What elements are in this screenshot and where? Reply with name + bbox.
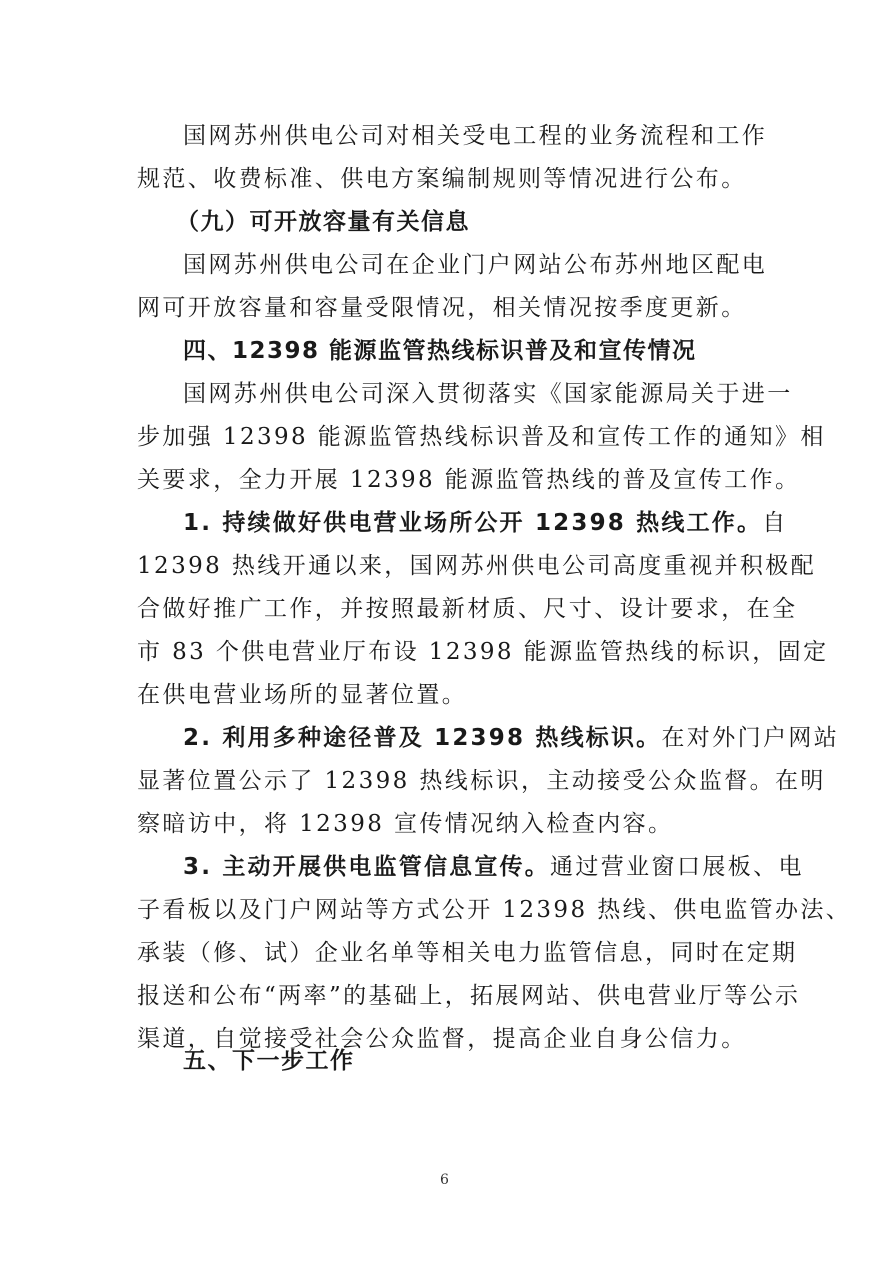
section-heading-4: 四、12398 能源监管热线标识普及和宣传情况 — [183, 338, 697, 364]
paragraph-line: 察暗访中，将 12398 宣传情况纳入检查内容。 — [137, 811, 674, 837]
list-item-2-first-line — [183, 723, 839, 753]
paragraph-line: 网可开放容量和容量受限情况，相关情况按季度更新。 — [137, 295, 747, 321]
page-number: 6 — [440, 1172, 449, 1188]
paragraph-line: 国网苏州供电公司在企业门户网站公布苏州地区配电 — [183, 252, 768, 278]
paragraph-line: 规范、收费标准、供电方案编制规则等情况进行公布。 — [137, 166, 747, 192]
paragraph-line: 显著位置公示了 12398 热线标识，主动接受公众监督。在明 — [137, 768, 826, 794]
list-item-1-text: 自 — [762, 510, 788, 536]
list-item-1-first-line — [183, 508, 788, 538]
section-heading-9: （九）可开放容量有关信息 — [176, 209, 470, 235]
paragraph-line: 12398 热线开通以来，国网苏州供电公司高度重视并积极配 — [137, 553, 817, 579]
paragraph-line: 关要求，全力开展 12398 能源监管热线的普及宣传工作。 — [137, 467, 801, 493]
list-item-3-first-line — [183, 852, 804, 882]
paragraph-line: 渠道，自觉接受社会公众监督，提高企业自身公信力。 — [137, 1026, 747, 1052]
paragraph-line: 在供电营业场所的显著位置。 — [137, 682, 468, 708]
list-item-3-title: 3. 主动开展供电监管信息宣传。 — [183, 854, 550, 880]
list-item-1-title: 1. 持续做好供电营业场所公开 12398 热线工作。 — [183, 510, 763, 536]
paragraph-line: 步加强 12398 能源监管热线标识普及和宣传工作的通知》相 — [137, 424, 826, 450]
paragraph-line: 子看板以及门户网站等方式公开 12398 热线、供电监管办法、 — [137, 897, 852, 923]
list-item-2-text: 在对外门户网站 — [661, 725, 840, 751]
paragraph-line: 国网苏州供电公司对相关受电工程的业务流程和工作 — [183, 123, 768, 149]
list-item-3-text: 通过营业窗口展板、电 — [549, 854, 804, 880]
paragraph-line: 合做好推广工作，并按照最新材质、尺寸、设计要求，在全 — [137, 596, 798, 622]
list-item-2-title: 2. 利用多种途径普及 12398 热线标识。 — [183, 725, 662, 751]
section-heading-5: 五、下一步工作 — [183, 1048, 355, 1074]
paragraph-line: 承装（修、试）企业名单等相关电力监管信息，同时在定期 — [137, 940, 798, 966]
paragraph-line: 市 83 个供电营业厅布设 12398 能源监管热线的标识，固定 — [137, 639, 829, 665]
paragraph-line: 国网苏州供电公司深入贯彻落实《国家能源局关于进一 — [183, 381, 793, 407]
paragraph-line: 报送和公布“两率”的基础上，拓展网站、供电营业厅等公示 — [137, 983, 801, 1009]
